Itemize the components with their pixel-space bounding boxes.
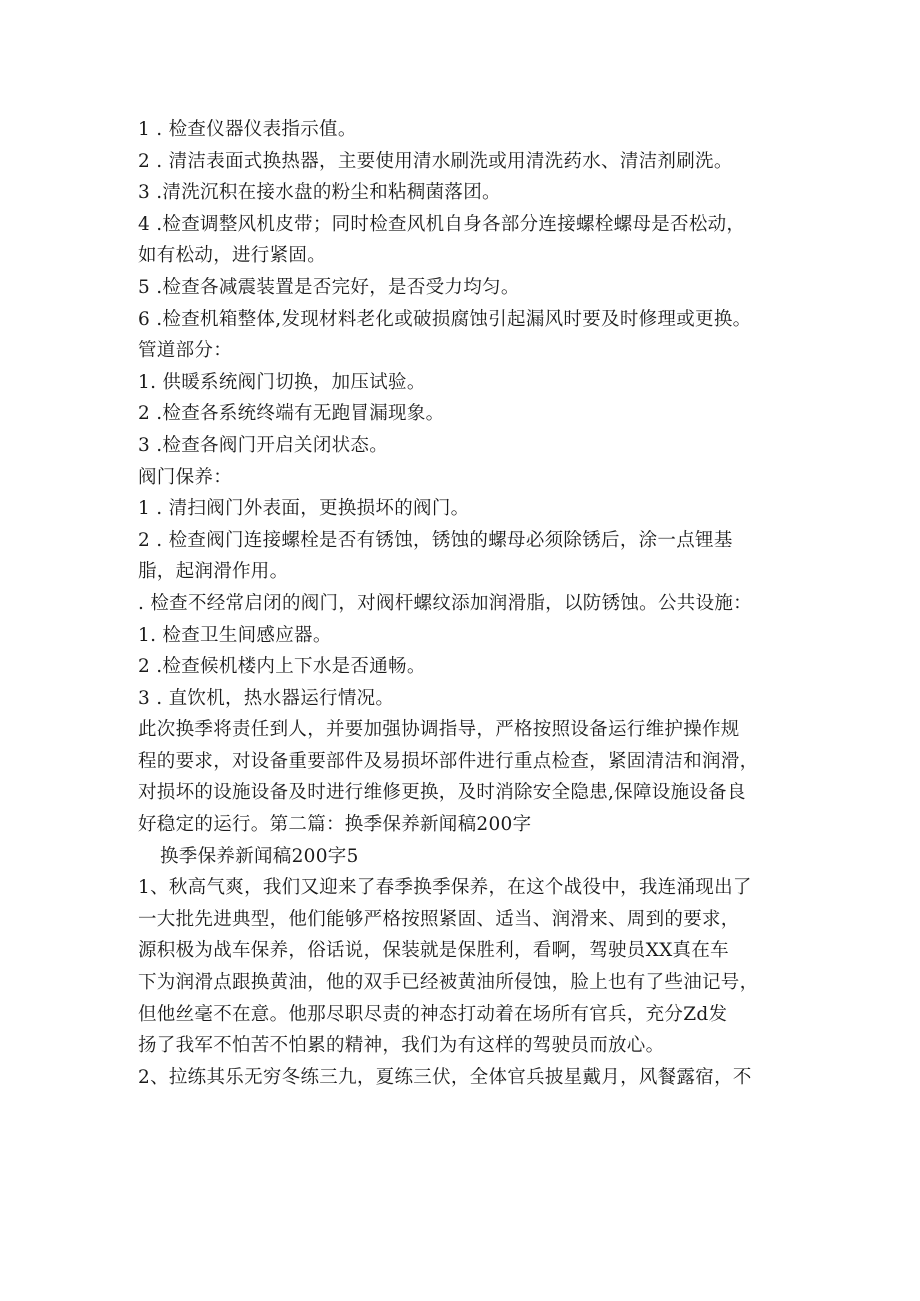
text-line: 3 .清洗沉积在接水盘的粉尘和粘稠菌落团。 [138,182,501,204]
text-line: 此次换季将责任到人，并要加强协调指导，严格按照设备运行维护操作规 [138,719,740,741]
text-line: 6 .检查机箱整体,发现材料老化或破损腐蚀引起漏风时要及时修理或更换。 [138,308,752,330]
text-line: 4 .检查调整风机皮带；同时检查风机自身各部分连接螺栓螺母是否松动， [138,213,746,235]
text-line: . 检查不经常启闭的阀门，对阀杆螺纹添加润滑脂，以防锈蚀。公共设施： [138,592,752,614]
text-line: 2、拉练其乐无穷冬练三九，夏练三伏，全体官兵披星戴月，风餐露宿，不 [138,1066,752,1088]
text-line: 好稳定的运行。第二篇：换季保养新闻稿200字 [138,814,532,836]
text-line: 2 . 清洁表面式换热器，主要使用清水刷洗或用清洗药水、清洁剂刷洗。 [138,150,733,172]
text-line: 3 .检查各阀门开启关闭状态。 [138,434,389,456]
article-title: 换季保养新闻稿200字5 [160,845,359,867]
text-line: 脂，起润滑作用。 [138,561,289,583]
text-line: 1 . 清扫阀门外表面，更换损坏的阀门。 [138,498,470,520]
section-heading-pipes: 管道部分： [138,340,233,362]
text-line: 对损坏的设施设备及时进行维修更换，及时消除安全隐患,保障设施设备良 [138,782,746,804]
text-line: 3 . 直饮机，热水器运行情况。 [138,687,395,709]
text-line: 程的要求，对设备重要部件及易损坏部件进行重点检查，紧固清洁和润滑， [138,750,759,772]
text-line: 2 . 检查阀门连接螺栓是否有锈蚀，锈蚀的螺母必须除锈后，涂一点锂基 [138,529,733,551]
text-line: 2 .检查候机楼内上下水是否通畅。 [138,656,426,678]
text-line: 1. 供暖系统阀门切换，加压试验。 [138,371,426,393]
text-line: 5 .检查各减震装置是否完好，是否受力均匀。 [138,276,520,298]
text-line: 如有松动，进行紧固。 [138,245,327,267]
text-line: 一大批先进典型，他们能够严格按照紧固、适当、润滑来、周到的要求， [138,908,740,930]
text-line: 源积极为战车保养，俗话说，保装就是保胜利，看啊，驾驶员XX真在车 [138,940,729,962]
section-heading-valves: 阀门保养： [138,466,233,488]
text-line: 但他丝毫不在意。他那尽职尽责的神态打动着在场所有官兵，充分Zd发 [138,1003,728,1025]
text-line: 1. 检查卫生间感应器。 [138,624,332,646]
text-line: 扬了我军不怕苦不怕累的精神，我们为有这样的驾驶员而放心。 [138,1035,665,1057]
text-line: 2 .检查各系统终端有无跑冒漏现象。 [138,403,445,425]
text-line: 1、秋高气爽，我们又迎来了春季换季保养，在这个战役中，我连涌现出了 [138,877,752,899]
text-line: 下为润滑点跟换黄油，他的双手已经被黄油所侵蚀，脸上也有了些油记号， [138,972,759,994]
text-line: 1 . 检查仪器仪表指示值。 [138,119,357,140]
document-body [138,114,798,1093]
